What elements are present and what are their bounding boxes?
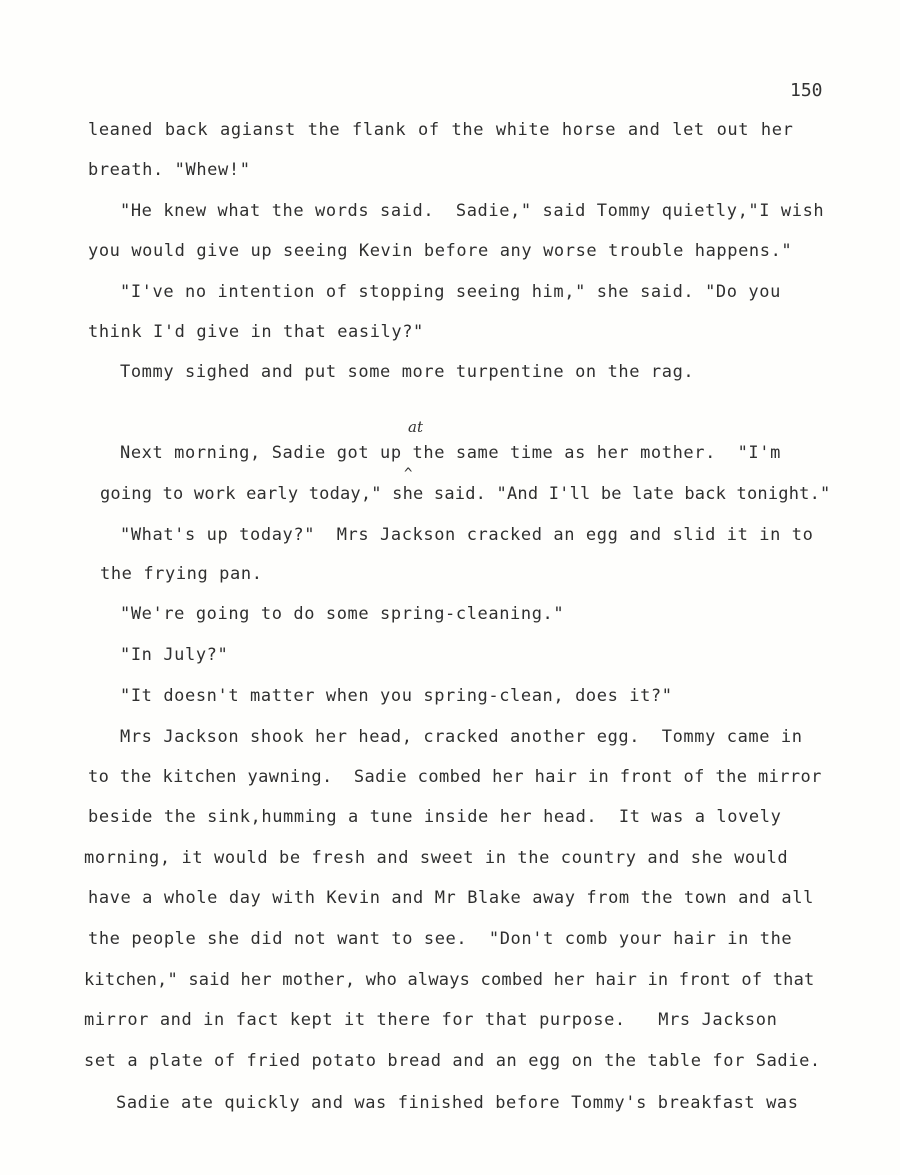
handwritten-insertion: at xyxy=(408,418,423,436)
text-line: to the kitchen yawning. Sadie combed her hair in front of the mirror xyxy=(88,767,822,787)
insertion-caret-mark: ^ xyxy=(404,466,413,482)
text-line: the people she did not want to see. "Don't comb your hair in the xyxy=(88,929,793,949)
text-line: "What's up today?" Mrs Jackson cracked an egg and slid it in to xyxy=(120,525,814,545)
text-line: "In July?" xyxy=(120,645,229,665)
text-line: the frying pan. xyxy=(100,564,263,584)
page-number: 150 xyxy=(790,80,823,101)
text-line: "It doesn't matter when you spring-clean, does it?" xyxy=(120,686,673,706)
text-line: Sadie ate quickly and was finished before Tommy's breakfast was xyxy=(116,1093,799,1113)
text-line: Mrs Jackson shook her head, cracked another egg. Tommy came in xyxy=(120,727,803,747)
text-line: "He knew what the words said. Sadie," said Tommy quietly,"I wish xyxy=(120,201,825,221)
text-line: "I've no intention of stopping seeing him," she said. "Do you xyxy=(120,282,781,302)
text-line: going to work early today," she said. "And I'll be late back tonight." xyxy=(100,484,831,504)
text-line: Tommy sighed and put some more turpentine on the rag. xyxy=(120,362,695,382)
text-line: have a whole day with Kevin and Mr Blake away from the town and all xyxy=(88,888,814,908)
text-line: Next morning, Sadie got up the same time as her mother. "I'm xyxy=(120,443,781,463)
text-line: beside the sink,humming a tune inside her head. It was a lovely xyxy=(88,807,782,827)
text-line: think I'd give in that easily?" xyxy=(88,322,424,342)
text-line: kitchen," said her mother, who always combed her hair in front of that xyxy=(84,970,815,990)
text-line: "We're going to do some spring-cleaning." xyxy=(120,604,565,624)
text-line: set a plate of fried potato bread and an egg on the table for Sadie. xyxy=(84,1051,821,1071)
text-line: you would give up seeing Kevin before any worse trouble happens." xyxy=(88,241,793,261)
text-line: leaned back agianst the flank of the white horse and let out her xyxy=(88,120,794,140)
text-line: breath. "Whew!" xyxy=(88,160,251,180)
text-line: morning, it would be fresh and sweet in the country and she would xyxy=(84,848,789,868)
text-line: mirror and in fact kept it there for that purpose. Mrs Jackson xyxy=(84,1010,778,1030)
